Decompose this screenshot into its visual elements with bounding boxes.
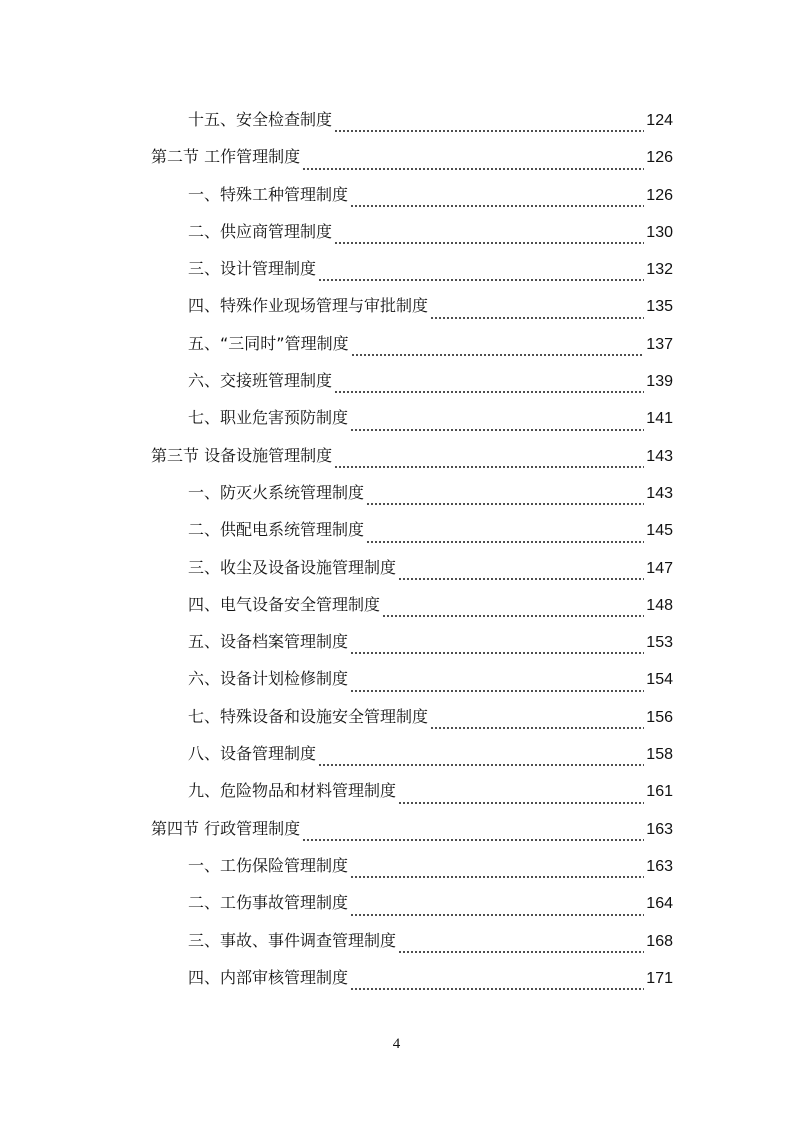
dot-leader [350, 428, 644, 432]
toc-section-entry[interactable] [151, 444, 673, 481]
toc-entry[interactable] [151, 183, 673, 220]
toc-entry-title: 六、设备计划检修制度 [188, 669, 349, 689]
toc-entry[interactable] [151, 593, 673, 630]
toc-entry-title: 八、设备管理制度 [188, 744, 317, 764]
toc-entry[interactable] [151, 556, 673, 593]
toc-entry-title: 一、防灭火系统管理制度 [188, 482, 365, 502]
toc-entry[interactable] [151, 406, 673, 443]
toc-entry-page: 161 [646, 783, 673, 801]
toc-entry[interactable] [151, 891, 673, 928]
toc-entry-title: 五、“三同时”管理制度 [188, 333, 349, 353]
dot-leader [382, 614, 644, 618]
toc-entry[interactable] [151, 929, 673, 966]
toc-entry-page: 126 [646, 149, 673, 167]
toc-entry-page: 145 [646, 522, 673, 540]
toc-entry[interactable] [151, 779, 673, 816]
toc-entry-title: 五、设备档案管理制度 [188, 632, 349, 652]
toc-entry-title: 七、特殊设备和设施安全管理制度 [188, 706, 429, 726]
dot-leader [366, 540, 644, 544]
toc-entry-page: 135 [646, 298, 673, 316]
dot-leader [430, 316, 644, 320]
toc-entry-title: 第三节 设备设施管理制度 [151, 445, 333, 465]
toc-entry-title: 九、危险物品和材料管理制度 [188, 781, 397, 801]
toc-entry-page: 163 [646, 857, 673, 875]
toc-entry-title: 四、电气设备安全管理制度 [188, 594, 381, 614]
toc-entry-page: 158 [646, 746, 673, 764]
dot-leader [350, 204, 644, 208]
toc-entry-page: 143 [646, 447, 673, 465]
toc-entry-page: 139 [646, 373, 673, 391]
dot-leader [398, 801, 644, 805]
toc-entry[interactable] [151, 220, 673, 257]
toc-entry[interactable] [151, 332, 673, 369]
toc-entry-page: 124 [646, 112, 673, 129]
toc-entry[interactable] [151, 854, 673, 891]
toc-entry-page: 148 [646, 596, 673, 614]
toc-section-entry[interactable] [151, 145, 673, 182]
toc-entry-title: 十五、安全检查制度 [188, 110, 333, 129]
dot-leader [334, 129, 644, 133]
toc-entry-page: 163 [646, 820, 673, 838]
toc-entry-page: 130 [646, 223, 673, 241]
toc-entry-title: 六、交接班管理制度 [188, 371, 333, 391]
dot-leader [334, 390, 644, 394]
dot-leader [350, 987, 644, 991]
toc-entry[interactable] [151, 294, 673, 331]
dot-leader [302, 167, 644, 171]
toc-entry-title: 三、事故、事件调查管理制度 [188, 930, 397, 950]
toc-entry-page: 141 [646, 410, 673, 428]
toc-entry[interactable] [151, 630, 673, 667]
dot-leader [318, 278, 644, 282]
toc-entry-page: 137 [646, 335, 673, 353]
toc-entry-title: 二、供应商管理制度 [188, 221, 333, 241]
toc-entry-page: 156 [646, 708, 673, 726]
toc-entry-page: 164 [646, 895, 673, 913]
dot-leader [351, 353, 645, 357]
toc-entry-title: 一、特殊工种管理制度 [188, 184, 349, 204]
toc-entry[interactable] [151, 518, 673, 555]
toc-entry-page: 132 [646, 261, 673, 279]
toc-entry-title: 第二节 工作管理制度 [151, 147, 301, 167]
toc-section-entry[interactable] [151, 817, 673, 854]
toc-entry[interactable] [151, 667, 673, 704]
toc-entry-title: 二、工伤事故管理制度 [188, 893, 349, 913]
toc-entry-page: 147 [646, 559, 673, 577]
dot-leader [398, 577, 644, 581]
toc-entry[interactable] [151, 742, 673, 779]
toc-entry[interactable] [151, 369, 673, 406]
toc-entry[interactable] [151, 481, 673, 518]
dot-leader [430, 726, 644, 730]
toc-entry-page: 168 [646, 932, 673, 950]
dot-leader [350, 689, 644, 693]
dot-leader [350, 913, 644, 917]
page-number: 4 [392, 1036, 401, 1052]
toc-entry-page: 171 [646, 969, 673, 987]
toc-entry-title: 一、工伤保险管理制度 [188, 855, 349, 875]
toc-entry-title: 四、特殊作业现场管理与审批制度 [188, 296, 429, 316]
toc-entry-page: 126 [646, 186, 673, 204]
dot-leader [334, 465, 644, 469]
toc-entry-page: 154 [646, 671, 673, 689]
toc-entry-title: 三、设计管理制度 [188, 259, 317, 279]
toc-entry-page: 153 [646, 634, 673, 652]
toc-entry[interactable] [151, 257, 673, 294]
toc-entry[interactable] [151, 966, 673, 1003]
dot-leader [302, 838, 644, 842]
toc-entry-title: 三、收尘及设备设施管理制度 [188, 557, 397, 577]
dot-leader [334, 241, 644, 245]
toc-entry-title: 七、职业危害预防制度 [188, 408, 349, 428]
dot-leader [350, 875, 644, 879]
toc-entry-title: 第四节 行政管理制度 [151, 818, 301, 838]
dot-leader [318, 763, 644, 767]
table-of-contents [151, 108, 673, 1003]
toc-entry[interactable] [151, 705, 673, 742]
toc-entry-title: 二、供配电系统管理制度 [188, 520, 365, 540]
dot-leader [366, 502, 644, 506]
dot-leader [398, 950, 644, 954]
toc-entry-title: 四、内部审核管理制度 [188, 967, 349, 987]
toc-entry[interactable] [151, 108, 673, 145]
dot-leader [350, 651, 644, 655]
toc-entry-page: 143 [646, 484, 673, 502]
